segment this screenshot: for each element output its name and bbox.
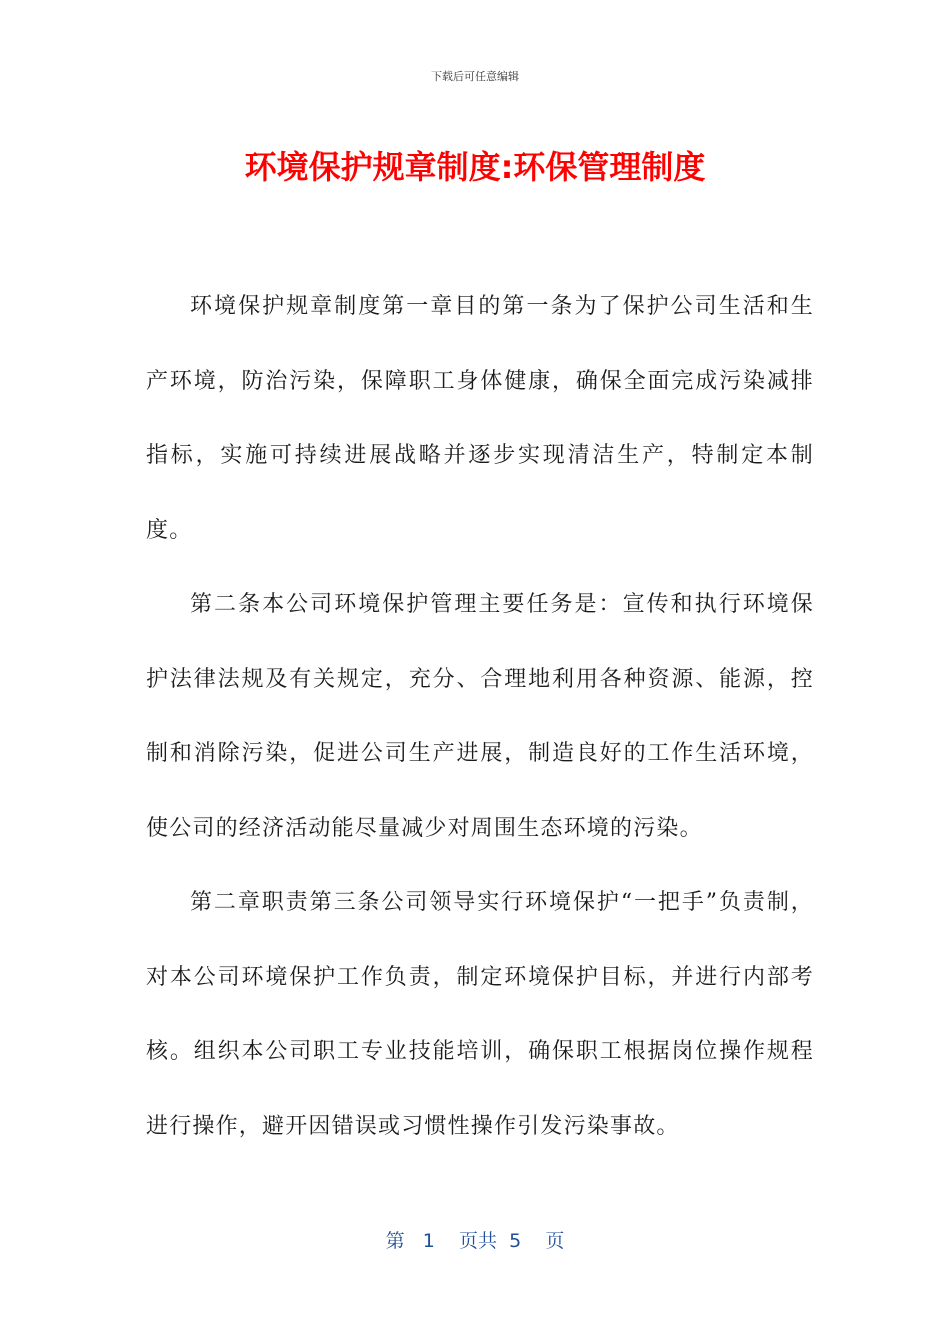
page-prefix: 第 — [385, 1230, 405, 1252]
document-title: 环境保护规章制度:环保管理制度 — [244, 148, 706, 186]
document-body — [146, 270, 814, 1164]
page-suffix: 页 — [545, 1230, 565, 1252]
page-mid-label: 页共 — [459, 1230, 498, 1252]
header-note: 下载后可任意编辑 — [431, 70, 519, 83]
paragraph-1: 环境保护规章制度第一章目的第一条为了保护公司生活和生产环境，防治污染，保障职工身体健康，确保全面完成污染减排指标，实施可持续进展战略并逐步实现清洁生产，特制定本制度。 — [146, 294, 814, 543]
paragraph-3: 第二章职责第三条公司领导实行环境保护“一把手”负责制，对本公司环境保护工作负责，制定环境保护目标，并进行内部考核。组织本公司职工专业技能培训，确保职工根据岗位操作规程进行操作，避开因错误或习惯性操作引发污染事故。 — [146, 890, 814, 1139]
current-page-number: 1 — [422, 1230, 435, 1252]
total-pages-number: 5 — [509, 1230, 522, 1252]
page-number-footer — [0, 1226, 950, 1253]
paragraph-2: 第二条本公司环境保护管理主要任务是：宣传和执行环境保护法律法规及有关规定，充分、合理地利用各种资源、能源，控制和消除污染，促进公司生产进展，制造良好的工作生活环境，使公司的经济活动能尽量减少对周围生态环境的污染。 — [146, 592, 814, 841]
